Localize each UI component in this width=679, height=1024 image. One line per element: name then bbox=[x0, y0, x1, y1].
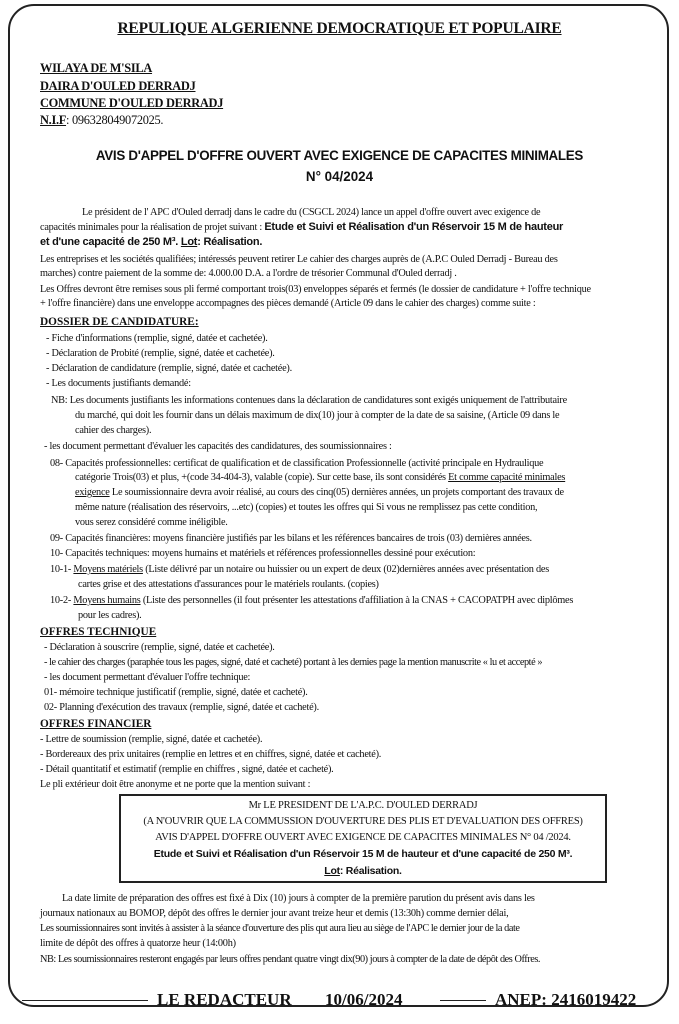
financier-heading: OFFRES FINANCIER bbox=[40, 718, 152, 730]
footer-redacteur: LE REDACTEUR bbox=[157, 990, 292, 1009]
intro-text: capacités minimales pour la réalisation de projet suivant : bbox=[40, 222, 265, 233]
closing-line: journaux nationaux au BOMOP, dépôt des offres le dernier jour avant treize heur et demis (13:30h) comme dernier délai, bbox=[40, 908, 509, 919]
footer-rule-left bbox=[22, 1000, 148, 1001]
list-item: - Déclaration de candidature (remplie, signé, datée et cachetée). bbox=[46, 363, 292, 374]
list-item: - les document permettant d'évaluer l'offre technique: bbox=[44, 672, 251, 683]
list-item: Le pli extérieur doit être anonyme et ne porte que la mention suivant : bbox=[40, 779, 311, 790]
intro-line bbox=[40, 236, 262, 248]
list-item: 01- mémoire technique justificatif (remplie, signé, datée et cacheté). bbox=[44, 687, 308, 698]
nif-label: N.I.F bbox=[40, 113, 67, 127]
capacity-10-1-text: (Liste délivré par un notaire ou huissier ou un expert de deux (02)dernières années avec présentation des bbox=[142, 564, 549, 575]
closing-line: NB: Les soumissionnaires resteront engagés par leurs offres pendant quatre vingt dix(90) jours à compter de la date de dépôt des Offres. bbox=[40, 954, 541, 965]
box-line: AVIS D'APPEL D'OFFRE OUVERT AVEC EXIGENCE DE CAPACITES MINIMALES N° 04 /2024. bbox=[155, 832, 571, 843]
box-lot-label: Lot bbox=[324, 865, 340, 877]
nb-line: NB: Les documents justifiants les informations contenues dans la déclaration de candidatures sont exigés uniquement de l'attributaire bbox=[51, 395, 567, 406]
closing-line: Les soumissionnaires sont invités à assister à la séance d'ouverture des plis qut aura lieu au siège de l'APC le dernier jour de la date bbox=[40, 923, 520, 934]
project-title: Etude et Suivi et Réalisation d'un Réservoir 15 M de hauteur bbox=[264, 221, 564, 233]
capacity-08-text: Le soumissionnaire devra avoir réalisé, au cours des cinq(05) dernières années, un projets comportant des travaux de bbox=[109, 487, 564, 498]
footer-date: 10/06/2024 bbox=[325, 990, 403, 1009]
nif-value: : 096328049072025. bbox=[66, 113, 164, 127]
lot-label: Lot bbox=[180, 236, 198, 248]
capacity-08-emphasis: exigence bbox=[75, 487, 110, 498]
list-item: 02- Planning d'exécution des travaux (remplie, signé, datée et cacheté). bbox=[44, 702, 319, 713]
list-item: - Les documents justifiants demandé: bbox=[46, 378, 191, 389]
list-item: - le cahier des charges (paraphée tous les pages, signé, daté et cacheté) portant à les dernies page la mention manuscrite « lu et accepté » bbox=[44, 657, 543, 668]
capacity-10-1: cartes grise et des attestations d'assurances pour le matériels roulants. (copies) bbox=[78, 579, 379, 590]
capacity-08-text: catégorie Trois(03) et plus, +(code 34-404-3), valable (copie). Sur cette base, ils sont considérés bbox=[75, 472, 449, 483]
capacity-10: 10- Capacités techniques: moyens humains et matériels et références professionnelles dessiné pour exécution: bbox=[50, 548, 476, 559]
capacity-08: 08- Capacités professionnelles: certificat de qualification et de classification Professionnelle (activité principale en Hydraulique bbox=[50, 458, 544, 469]
capacity-10-2-label: Moyens humains bbox=[73, 595, 141, 606]
list-item: - Détail quantitatif et estimatif (remplie en chiffres , signé, datée et cacheté). bbox=[40, 764, 334, 775]
daira-line: DAIRA D'OULED DERRADJ bbox=[40, 79, 196, 93]
closing-line: limite de dépôt des offres à quatorze heur (14:00h) bbox=[40, 938, 236, 949]
box-line: (A N'OUVRIR QUE LA COMMUSSION D'OUVERTURE DES PLIS ET D'EVALUATION DES OFFRES) bbox=[143, 816, 583, 827]
list-item: - Fiche d'informations (remplie, signé, datée et cachetée). bbox=[46, 333, 268, 344]
intro-line: Le président de l' APC d'Ouled derradj dans le cadre du (CSGCL 2024) lance un appel d'offre ouvert avec exigence de bbox=[82, 207, 541, 218]
lot-value: : Réalisation. bbox=[197, 236, 263, 248]
capacity-08: même nature (réalisation des réservoirs, ...etc) (copies) et toutes les offres qui Si vous ne remplissez pas cette condition, bbox=[75, 502, 538, 513]
intro-line: Les Offres devront être remises sous pli fermé comportant trois(03) enveloppes séparés et fermés (le dossier de candidature + l'offre technique bbox=[40, 284, 591, 295]
document-title: REPULIQUE ALGERIENNE DEMOCRATIQUE ET POPULAIRE bbox=[117, 20, 562, 37]
nb-line: du marché, qui doit les fournir dans un délais maximum de dix(10) jour à compter de la date de sa saisine, (Article 09 dans le bbox=[75, 410, 560, 421]
capacity-10-1-label: Moyens matériels bbox=[73, 564, 143, 575]
intro-line: marches) contre paiement de la somme de: 4.000.00 D.A. a l'ordre de trésorier Communal d'Ouled derradj . bbox=[40, 268, 457, 279]
project-capacity: et d'une capacité de 250 M³. bbox=[40, 236, 181, 248]
wilaya-line: WILAYA DE M'SILA bbox=[40, 61, 153, 75]
capacity-08-emphasis: Et comme capacité minimales bbox=[448, 472, 566, 483]
box-line: Etude et Suivi et Réalisation d'un Réservoir 15 M de hauteur et d'une capacité de 250 M³. bbox=[153, 848, 573, 860]
closing-line: La date limite de préparation des offres est fixé à Dix (10) jours à compter de la première parution du présent avis dans les bbox=[62, 893, 535, 904]
footer-anep: ANEP: 2416019422 bbox=[495, 990, 637, 1009]
list-item: - Lettre de soumission (remplie, signé, datée et cachetée). bbox=[40, 734, 263, 745]
box-lot-line bbox=[121, 865, 605, 877]
intro-line: Les entreprises et les sociétés qualifiées; intéressés peuvent retirer Le cahier des charges auprès de (A.P.C Ouled Derradj - Bureau des bbox=[40, 254, 558, 265]
nif-line bbox=[40, 113, 163, 128]
capacity-10-1 bbox=[50, 564, 549, 575]
capacity-10-2 bbox=[50, 595, 573, 606]
box-lot-value: : Réalisation. bbox=[339, 865, 402, 877]
list-item: - Déclaration à souscrire (remplie, signé, datée et cachetée). bbox=[44, 642, 275, 653]
nb-line: cahier des charges). bbox=[75, 425, 152, 436]
intro-line: + l'offre financière) dans une enveloppe accompagnes des pièces demandé (Article 09 dans le cahier des charges) comme suite : bbox=[40, 298, 536, 309]
avis-number: N° 04/2024 bbox=[305, 169, 374, 184]
capacity-08 bbox=[75, 472, 565, 483]
intro-line bbox=[40, 221, 563, 233]
list-item: - Déclaration de Probité (remplie, signé, datée et cachetée). bbox=[46, 348, 275, 359]
capacity-09: 09- Capacités financières: moyens financière justifiés par les bilans et les références bancaires de trois (03) dernières années. bbox=[50, 533, 532, 544]
capacity-10-2: pour les cadres). bbox=[78, 610, 142, 621]
envelope-mention-box bbox=[119, 794, 607, 883]
avis-title: AVIS D'APPEL D'OFFRE OUVERT AVEC EXIGENCE DE CAPACITES MINIMALES bbox=[95, 148, 584, 163]
capacities-intro: - les document permettant d'évaluer les capacités des candidatures, des soumissionnaires : bbox=[44, 441, 392, 452]
capacity-10-1-num: 10-1- bbox=[50, 564, 74, 575]
list-item: - Bordereaux des prix unitaires (remplie en lettres et en chiffres, signé, datée et cacheté). bbox=[40, 749, 382, 760]
capacity-08 bbox=[75, 487, 564, 498]
dossier-heading: DOSSIER DE CANDIDATURE: bbox=[40, 316, 199, 328]
capacity-10-2-num: 10-2- bbox=[50, 595, 74, 606]
capacity-08: vous serez considéré comme inéligible. bbox=[75, 517, 228, 528]
commune-line: COMMUNE D'OULED DERRADJ bbox=[40, 96, 224, 110]
technique-heading: OFFRES TECHNIQUE bbox=[40, 626, 157, 638]
box-line: Mr LE PRESIDENT DE L'A.P.C. D'OULED DERRADJ bbox=[248, 800, 478, 811]
footer-rule-middle bbox=[440, 1000, 486, 1001]
capacity-10-2-text: (Liste des personnelles (il fout présenter les attestations d'affiliation à la CNAS + CACOPATPH avec diplômes bbox=[140, 595, 574, 606]
